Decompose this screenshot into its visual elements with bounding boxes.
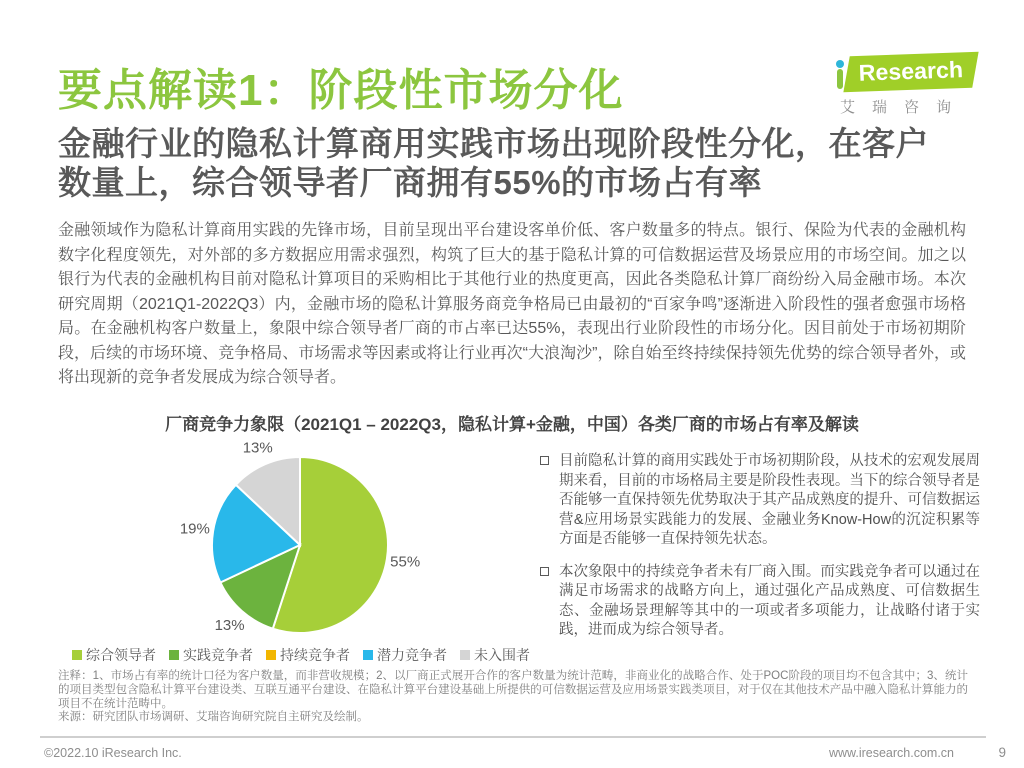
pie-slice-label: 55% xyxy=(390,553,421,571)
pie-chart xyxy=(100,436,490,654)
page-title: 要点解读1：阶段性市场分化 xyxy=(58,66,624,115)
insight-item xyxy=(540,563,980,641)
legend-swatch-icon xyxy=(460,650,470,660)
page-number: 9 xyxy=(998,745,1006,760)
website-link[interactable]: www.iresearch.com.cn xyxy=(828,746,954,760)
legend-item xyxy=(363,645,447,665)
bullet-square-icon xyxy=(540,456,549,465)
footer-divider xyxy=(40,736,986,738)
insight-text: 本次象限中的持续竞争者未有厂商入围。而实践竞争者可以通过在满足市场需求的战略方向上，通过强化产品成熟度、可信数据生态、金融场景理解等其中的一项或者多项能力，让战略付诸于实践，进而成为综合领导者。 xyxy=(559,563,980,638)
pie-slice-label: 13% xyxy=(214,616,245,634)
pie-slice-label: 13% xyxy=(242,439,273,457)
source-note: 来源：研究团队市场调研、艾瑞咨询研究院自主研究及绘制。 xyxy=(58,711,369,723)
legend-item xyxy=(169,645,253,665)
legend-label: 持续竞争者 xyxy=(280,647,350,663)
body-paragraph: 金融领域作为隐私计算商用实践的先锋市场，目前呈现出平台建设客单价低、客户数量多的特点。银行、保险为代表的金融机构数字化程度领先，对外部的多方数据应用需求强烈，构筑了巨大的基于隐私计算的可信数据运营及场景应用的市场空间。加之以银行为代表的金融机构目前对隐私计算项目的采购相比于其他行业的热度更高，因此各类隐私计算厂商纷纷入局金融市场。本次研究周期（2021Q1-2022Q3）内，金融市场的隐私计算服务商竞争格局已由最初的“百家争鸣”逐渐进入阶段性的强者愈强市场格局。在金融机构客户数量上，象限中综合领导者厂商的市占率已达55%，表现出行业阶段性的市场分化。因目前处于市场初期阶段，后续的市场环境、竞争格局、市场需求等因素或将让行业再次“大浪淘沙”，除自始至终持续保持领先优势的综合领导者外，或将出现新的竞争者发展成为综合领导者。 xyxy=(58,222,966,386)
legend-item xyxy=(266,645,350,665)
insight-text: 目前隐私计算的商用实践处于市场初期阶段，从技术的宏观发展周期来看，目前的市场格局主要是阶段性表现。当下的综合领导者是否能够一直保持领先优势取决于其产品成熟度的提升、可信数据运营&应用场景实践能力的发展、金融业务Know-How的沉淀积累等方面是否能够一直保持领先状态。 xyxy=(559,453,980,547)
logo-wordmark-row xyxy=(836,50,986,90)
legend-swatch-icon xyxy=(72,650,82,660)
pie-slice-label: 19% xyxy=(179,520,210,538)
logo-wordmark: Research xyxy=(843,52,978,92)
insight-item xyxy=(540,452,980,550)
insights-list xyxy=(540,452,980,641)
logo-i-icon xyxy=(836,60,844,90)
chart-legend xyxy=(72,645,552,665)
legend-label: 实践竞争者 xyxy=(183,647,253,663)
legend-swatch-icon xyxy=(169,650,179,660)
copyright: ©2022.10 iResearch Inc. xyxy=(44,746,182,760)
chart-title: 厂商竞争力象限（2021Q1 – 2022Q3，隐私计算+金融，中国）各类厂商的市场占有率及解读 xyxy=(165,415,859,434)
legend-swatch-icon xyxy=(363,650,373,660)
bullet-square-icon xyxy=(540,567,549,576)
headline: 金融行业的隐私计算商用实践市场出现阶段性分化，在客户数量上，综合领导者厂商拥有55%的市场占有率 xyxy=(58,125,929,201)
legend-label: 综合领导者 xyxy=(86,647,156,663)
iresearch-logo xyxy=(836,50,986,117)
legend-item xyxy=(72,645,156,665)
footnote: 注释：1、市场占有率的统计口径为客户数量，而非营收规模；2、以厂商正式展开合作的客户数量为统计范畴，非商业化的战略合作、处于POC阶段的项目均不包含其中；3、统计的项目类型包含隐私计算平台建设类、互联互通平台建设、在隐私计算平台建设基础上所提供的可信数据运营及应用场景实践类项目，对于仅在其他技术产品中融入隐私计算能力的项目不在统计范畴中。 xyxy=(58,670,968,710)
legend-label: 未入围者 xyxy=(474,647,530,663)
legend-label: 潜力竞争者 xyxy=(377,647,447,663)
legend-swatch-icon xyxy=(266,650,276,660)
logo-chinese-name: 艾瑞咨询 xyxy=(840,99,969,116)
legend-item xyxy=(460,645,530,665)
